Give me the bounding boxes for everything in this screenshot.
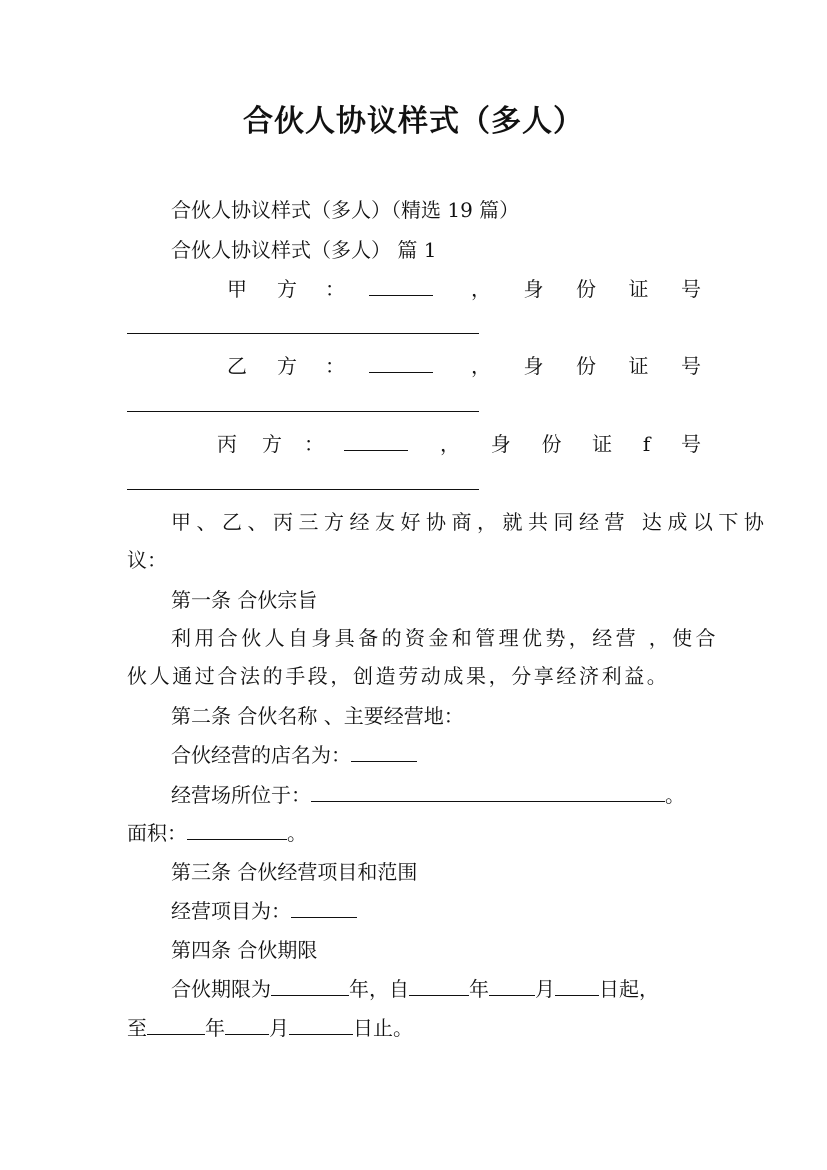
document-title: 合伙人协议样式（多人）	[243, 104, 584, 139]
article-1-line-1: 利用合伙人自身具备的资金和管理优势，经营 ，使合	[171, 626, 719, 650]
party-b-name-blank	[369, 352, 433, 373]
party-a-id-blank	[127, 333, 479, 334]
party-a-name-blank	[369, 275, 433, 296]
start-year-blank	[409, 975, 469, 996]
article-3-heading: 第三条 合伙经营项目和范围	[171, 860, 418, 884]
party-b-id-char: 身	[523, 354, 544, 378]
end-day-label: 日止。	[353, 1016, 413, 1040]
party-c-id-char: 号	[681, 432, 701, 456]
party-a-line	[127, 275, 701, 303]
term-year-label: 年，自	[349, 977, 409, 1001]
party-b-id-blank	[127, 411, 479, 412]
article-1-heading: 第一条 合伙宗旨	[171, 588, 318, 612]
collection-title: 合伙人协议样式（多人）（精选 19 篇）	[171, 198, 520, 222]
preamble-line-2: 议：	[127, 548, 167, 572]
article-1-line-2: 伙人通过合法的手段，创造劳动成果，分享经济利益。	[127, 664, 670, 688]
location-blank	[311, 781, 665, 802]
party-a-label-char: ：	[325, 277, 345, 301]
party-a-id-char: 证	[628, 277, 649, 301]
end-day-blank	[289, 1014, 353, 1035]
location-line	[171, 781, 685, 809]
end-month-label: 月	[269, 1016, 289, 1040]
business-items-line	[171, 897, 357, 925]
piece-heading: 合伙人协议样式（多人） 篇 1	[171, 238, 437, 262]
start-day-label: 日起，	[599, 977, 659, 1001]
party-c-id-blank	[127, 489, 479, 490]
party-b-label-char: 乙	[227, 354, 247, 378]
area-line	[127, 819, 307, 847]
start-month-blank	[489, 975, 535, 996]
preamble-line-1: 甲、乙、丙三方经友好协商，就共同经营 达成以下协	[171, 510, 770, 534]
party-a-label-char: 方	[277, 277, 297, 301]
party-a-id-char: 号	[681, 277, 701, 301]
term-to: 至	[127, 1016, 147, 1040]
end-month-blank	[225, 1014, 269, 1035]
party-b-id-char: 证	[628, 354, 649, 378]
party-b-id-char: 号	[681, 354, 701, 378]
party-c-label-char: 方	[262, 432, 282, 456]
party-c-label-char: ：	[304, 432, 324, 456]
party-a-comma: ，	[471, 277, 491, 301]
area-end: 。	[287, 821, 307, 845]
term-line-1	[171, 975, 659, 1003]
shop-name-line	[171, 741, 417, 769]
party-c-name-blank	[344, 430, 408, 451]
party-b-line	[127, 352, 701, 380]
party-a-id-char: 份	[576, 277, 596, 301]
term-prefix: 合伙期限为	[171, 977, 271, 1001]
party-a-label-char: 甲	[227, 277, 247, 301]
party-b-label-char: ：	[325, 354, 345, 378]
start-day-blank	[555, 975, 599, 996]
party-a-id-char: 身	[523, 277, 544, 301]
party-c-id-char: 份	[541, 432, 562, 456]
article-2-heading: 第二条 合伙名称 、主要经营地：	[171, 704, 464, 728]
shop-name-label: 合伙经营的店名为：	[171, 743, 351, 767]
party-b-label-char: 方	[277, 354, 297, 378]
party-c-id-char: f	[642, 432, 651, 456]
party-c-label-char: 丙	[217, 432, 237, 456]
location-label: 经营场所位于：	[171, 783, 311, 807]
area-label: 面积：	[127, 821, 187, 845]
party-b-comma: ，	[471, 354, 491, 378]
party-c-id-char: 身	[490, 432, 511, 456]
end-year-label: 年	[205, 1016, 225, 1040]
party-c-comma: ，	[440, 432, 460, 456]
start-month-label: 月	[535, 977, 555, 1001]
shop-name-blank	[351, 741, 417, 762]
end-year-blank	[147, 1014, 205, 1035]
party-b-id-char: 份	[576, 354, 596, 378]
business-items-label: 经营项目为：	[171, 899, 291, 923]
business-items-blank	[291, 897, 357, 918]
party-c-line	[127, 430, 701, 458]
start-year-label: 年	[469, 977, 489, 1001]
location-end: 。	[665, 783, 685, 807]
area-blank	[187, 819, 287, 840]
article-4-heading: 第四条 合伙期限	[171, 938, 318, 962]
term-years-blank	[271, 975, 349, 996]
party-c-id-char: 证	[592, 432, 613, 456]
term-line-2	[127, 1014, 413, 1042]
